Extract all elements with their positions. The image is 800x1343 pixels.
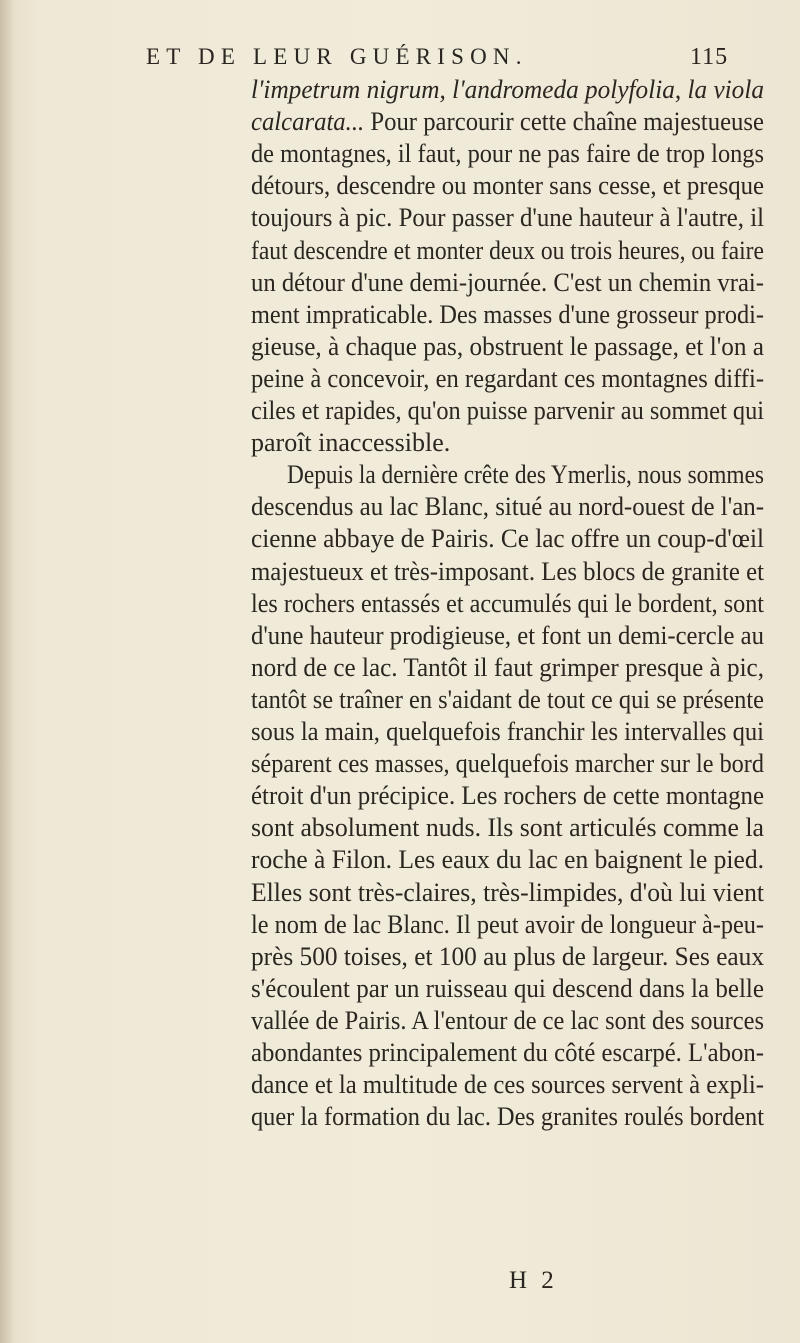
page-number: 115 bbox=[690, 44, 729, 70]
line-text: sous la main, quelquefois franchir les intervalles qui bbox=[251, 717, 764, 746]
line-text: étroit d'un précipice. Les rochers de cette montagne bbox=[251, 781, 765, 811]
running-head: ET DE LEUR GUÉRISON. bbox=[146, 44, 528, 69]
text-line bbox=[251, 1005, 764, 1037]
line-text: séparent ces masses, quelquefois marcher sur le bord bbox=[251, 749, 765, 779]
text-line bbox=[251, 491, 764, 523]
line-text: cienne abbaye de Pairis. Ce lac offre un coup-d'œil bbox=[251, 524, 764, 554]
text-line bbox=[251, 684, 764, 716]
line-text: le nom de lac Blanc. Il peut avoir de longueur à-peu- bbox=[251, 909, 764, 939]
line-text: tantôt se traîner en s'aidant de tout ce qui se présente bbox=[251, 684, 765, 714]
line-text: toujours à pic. Pour passer d'une hauteur à l'autre, il bbox=[251, 203, 764, 233]
line-italic-text: l'impetrum nigrum, l'andromeda polyfolia, la viola bbox=[251, 75, 764, 104]
text-line bbox=[251, 556, 764, 588]
line-text: abondantes principalement du côté escarpé. L'abon- bbox=[251, 1038, 764, 1067]
text-line bbox=[251, 106, 764, 138]
line-text: quer la formation du lac. Des granites roulés bordent bbox=[251, 1102, 764, 1132]
text-line bbox=[251, 877, 764, 909]
text-line bbox=[251, 1101, 764, 1133]
text-line bbox=[251, 235, 764, 267]
line-italic-text: calcarata... bbox=[251, 107, 365, 137]
gutter-shadow bbox=[0, 0, 14, 1343]
text-line bbox=[251, 716, 764, 748]
line-text: dance et la multitude de ces sources servent à expli- bbox=[251, 1070, 764, 1100]
line-text: faut descendre et monter deux ou trois heures, ou faire bbox=[251, 235, 764, 265]
line-text: vallée de Pairis. A l'entour de ce lac sont des sources bbox=[251, 1005, 765, 1035]
line-text: paroît inaccessible. bbox=[251, 428, 451, 458]
text-line bbox=[251, 523, 764, 555]
line-text: Depuis la dernière crête des Ymerlis, nous sommes bbox=[287, 460, 764, 490]
line-text: peine à concevoir, en regardant ces montagnes diffi- bbox=[251, 363, 765, 393]
line-text: gieuse, à chaque pas, obstruent le passage, et l'on a bbox=[251, 331, 764, 361]
line-text: descendus au lac Blanc, situé au nord-ouest de l'an- bbox=[251, 492, 765, 522]
text-line bbox=[251, 973, 764, 1005]
signature-mark: H 2 bbox=[509, 1267, 558, 1294]
text-line bbox=[251, 588, 764, 620]
line-text: près 500 toises, et 100 au plus de largeur. Ses eaux bbox=[251, 941, 765, 971]
text-line bbox=[251, 909, 764, 941]
line-text: roche à Filon. Les eaux du lac en baignent le pied. bbox=[251, 845, 764, 875]
text-line bbox=[251, 299, 764, 331]
line-text: ment impraticable. Des masses d'une grosseur prodi- bbox=[251, 299, 765, 329]
text-line bbox=[251, 138, 764, 170]
text-line bbox=[251, 331, 764, 363]
text-line bbox=[251, 844, 764, 876]
text-line bbox=[251, 652, 764, 684]
text-line bbox=[251, 395, 764, 427]
text-line bbox=[251, 267, 764, 299]
text-line bbox=[251, 748, 764, 780]
text-line bbox=[251, 427, 450, 459]
line-text: les rochers entassés et accumulés qui le bordent, sont bbox=[251, 588, 765, 618]
text-line bbox=[251, 202, 764, 234]
line-text: nord de ce lac. Tantôt il faut grimper presque à pic, bbox=[251, 652, 764, 682]
text-line bbox=[251, 1069, 764, 1101]
text-line bbox=[251, 1037, 764, 1069]
text-line bbox=[251, 170, 764, 202]
line-text: s'écoulent par un ruisseau qui descend dans la belle bbox=[251, 973, 764, 1003]
line-text: sont absolument nuds. Ils sont articulés comme la bbox=[251, 813, 764, 843]
line-text: d'une hauteur prodigieuse, et font un demi-cercle au bbox=[251, 620, 764, 650]
text-line bbox=[251, 812, 764, 844]
line-text: un détour d'une demi-journée. C'est un chemin vrai- bbox=[251, 267, 764, 297]
line-text: de montagnes, il faut, pour ne pas faire de trop longs bbox=[251, 139, 764, 169]
line-text: ciles et rapides, qu'on puisse parvenir au sommet qui bbox=[251, 396, 765, 425]
text-line bbox=[251, 941, 764, 973]
line-text: détours, descendre ou monter sans cesse, et presque bbox=[251, 171, 765, 201]
text-line bbox=[251, 620, 764, 652]
text-line bbox=[251, 74, 764, 106]
line-text: majestueux et très-imposant. Les blocs de granite et bbox=[251, 556, 764, 586]
line-text: Elles sont très-claires, très-limpides, d'où lui vient bbox=[251, 877, 765, 907]
line-text: Pour parcourir cette chaîne majestueuse bbox=[364, 107, 764, 137]
text-line bbox=[287, 459, 764, 491]
text-line bbox=[251, 363, 764, 395]
text-line bbox=[251, 780, 764, 812]
